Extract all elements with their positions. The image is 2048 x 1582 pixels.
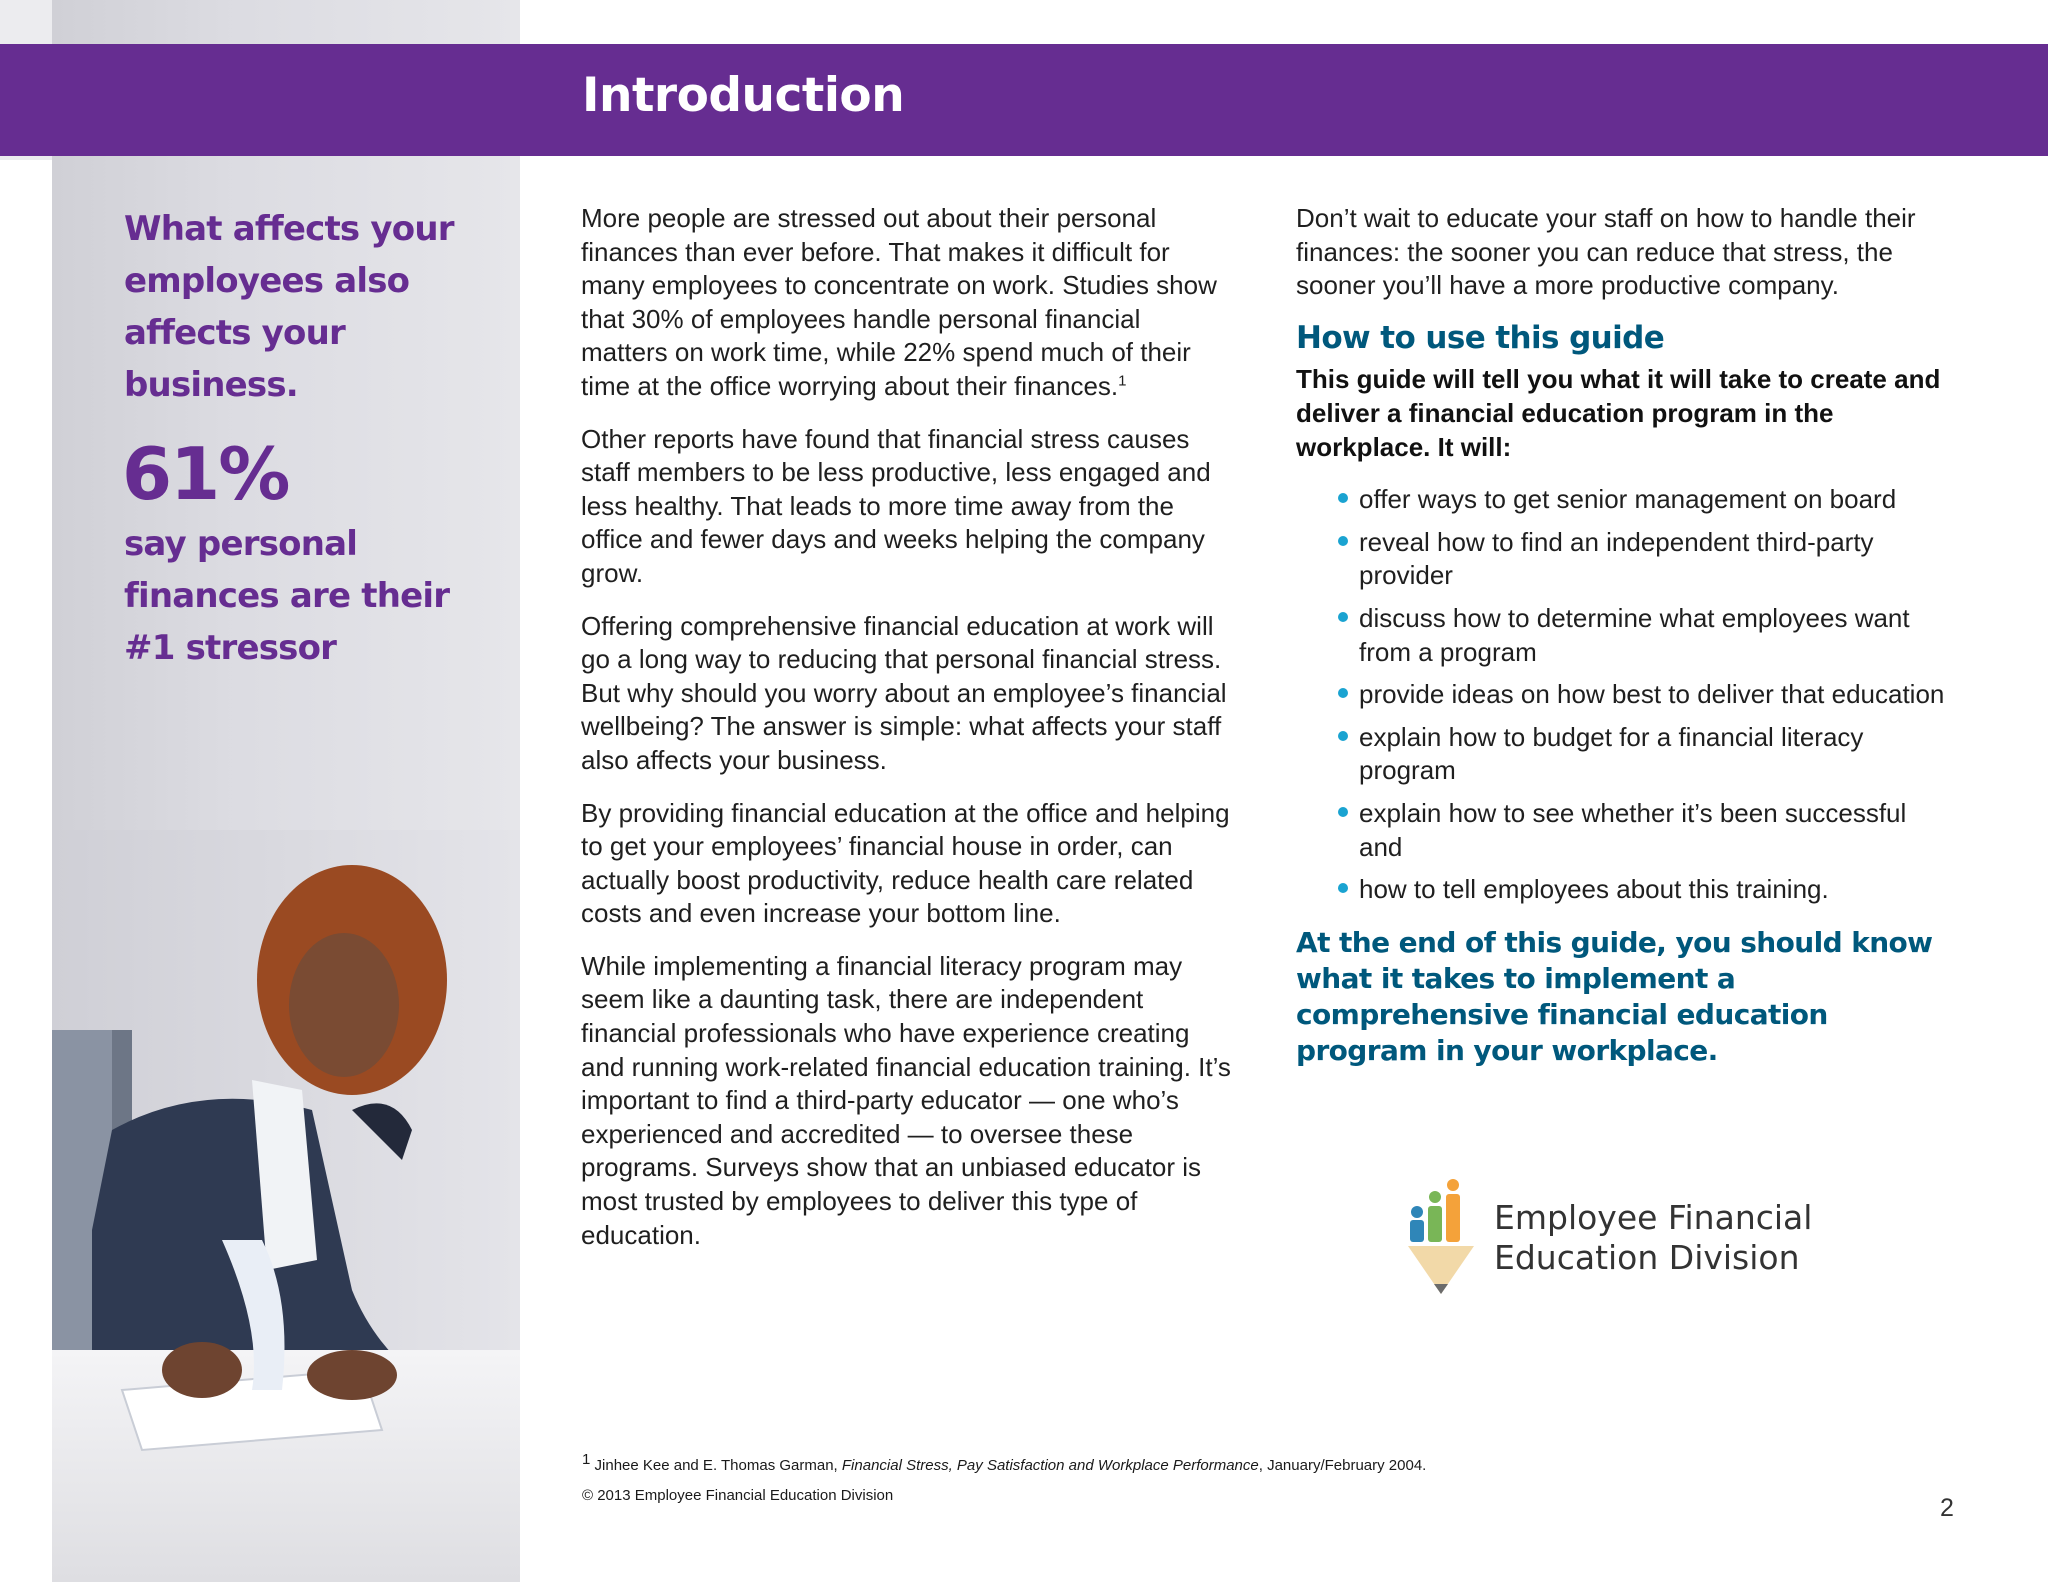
logo-line-1: Employee Financial — [1494, 1198, 1813, 1237]
list-item-text: explain how to see whether it’s been successful and — [1359, 797, 1907, 862]
footnote-number: 1 — [582, 1451, 591, 1468]
intro-paragraph — [581, 202, 1231, 404]
paragraph-providing: By providing financial education at the office and helping to get your employees’ financial house in order, can actually boost productivity, reduce health care related costs and even increase your bottom line. — [581, 797, 1230, 929]
guide-intro: This guide will tell you what it will take to create and deliver a financial education program in the workplace. It will: — [1296, 364, 1941, 462]
list-item — [1338, 602, 1956, 669]
paragraph-dont-wait: Don’t wait to educate your staff on how to handle their finances: the sooner you can reduce that stress, the sooner you’ll have a more productive company. — [1296, 203, 1916, 301]
sidebar-quote: What affects your employees also affects your business. — [124, 209, 454, 405]
pencil-chart-logo-icon — [1408, 1176, 1488, 1296]
copyright: © 2013 Employee Financial Education Division — [582, 1487, 894, 1504]
footnote-ref: 1 — [1118, 372, 1127, 390]
list-item — [1338, 797, 1956, 864]
footnote — [582, 1451, 1427, 1474]
list-item-text: how to tell employees about this training. — [1359, 874, 1829, 905]
list-item — [1338, 526, 1956, 593]
bullet-icon — [1338, 688, 1348, 698]
bullet-icon — [1338, 493, 1348, 503]
list-item — [1338, 678, 1956, 712]
list-item — [1338, 483, 1956, 517]
paragraph-offering: Offering comprehensive financial education at work will go a long way to reducing that personal financial stress. But why should you worry about an employee’s financial wellbeing? The answer is simple: what affects your staff also affects your business. — [581, 610, 1227, 775]
intro-paragraph-text: More people are stressed out about their personal finances than ever before. That makes it difficult for many employees to concentrate on work. Studies show that 30% of employees handle personal financial matters on work time, while 22% spend much of their time at the office worrying about their finances. — [581, 203, 1217, 401]
paragraph-stress: Other reports have found that financial stress causes staff members to be less productive, less engaged and less healthy. That leads to more time away from the office and fewer days and weeks helping the company grow. — [581, 423, 1211, 588]
bullet-icon — [1338, 883, 1348, 893]
header-bar — [0, 44, 2048, 156]
guide-heading: How to use this guide — [1296, 319, 1665, 356]
page-number: 2 — [1940, 1494, 1954, 1522]
list-item-text: offer ways to get senior management on board — [1359, 484, 1897, 515]
guide-bullet-list — [1296, 483, 1956, 907]
logo-text — [1494, 1198, 1812, 1278]
paragraph-implementing: While implementing a financial literacy program may seem like a daunting task, there are independent financial professionals who have experience creating and running work-related financial education training. It’s important to find a third-party educator — one who’s experienced and accredited — to oversee these programs. Surveys show that an unbiased educator is most trusted by employees to deliver this type of education. — [581, 950, 1231, 1250]
stat-value: 61% — [122, 432, 289, 516]
bullet-icon — [1338, 807, 1348, 817]
footnote-authors: Jinhee Kee and E. Thomas Garman, — [594, 1457, 838, 1474]
footnote-title: Financial Stress, Pay Satisfaction and Workplace Performance — [841, 1457, 1259, 1474]
list-item — [1338, 873, 1956, 907]
page-title: Introduction — [582, 68, 905, 123]
list-item-text: provide ideas on how best to deliver that education — [1359, 679, 1945, 710]
woman-at-desk-photo — [52, 830, 520, 1582]
footnote-date: , January/February 2004. — [1258, 1457, 1427, 1474]
bullet-icon — [1338, 612, 1348, 622]
body-column-right — [1296, 202, 1956, 1088]
bullet-icon — [1338, 536, 1348, 546]
logo-line-2: Education Division — [1494, 1238, 1800, 1277]
list-item-text: discuss how to determine what employees want from a program — [1359, 602, 1910, 667]
stat-caption: say personal finances are their #1 stressor — [124, 524, 450, 668]
bullet-icon — [1338, 731, 1348, 741]
list-item-text: reveal how to find an independent third-party provider — [1359, 526, 1874, 591]
body-column-left — [581, 202, 1231, 1271]
list-item-text: explain how to budget for a financial literacy program — [1359, 721, 1864, 786]
list-item — [1338, 721, 1956, 788]
guide-conclusion: At the end of this guide, you should know what it takes to implement a comprehensive financial education program in your workplace. — [1296, 925, 1933, 1067]
